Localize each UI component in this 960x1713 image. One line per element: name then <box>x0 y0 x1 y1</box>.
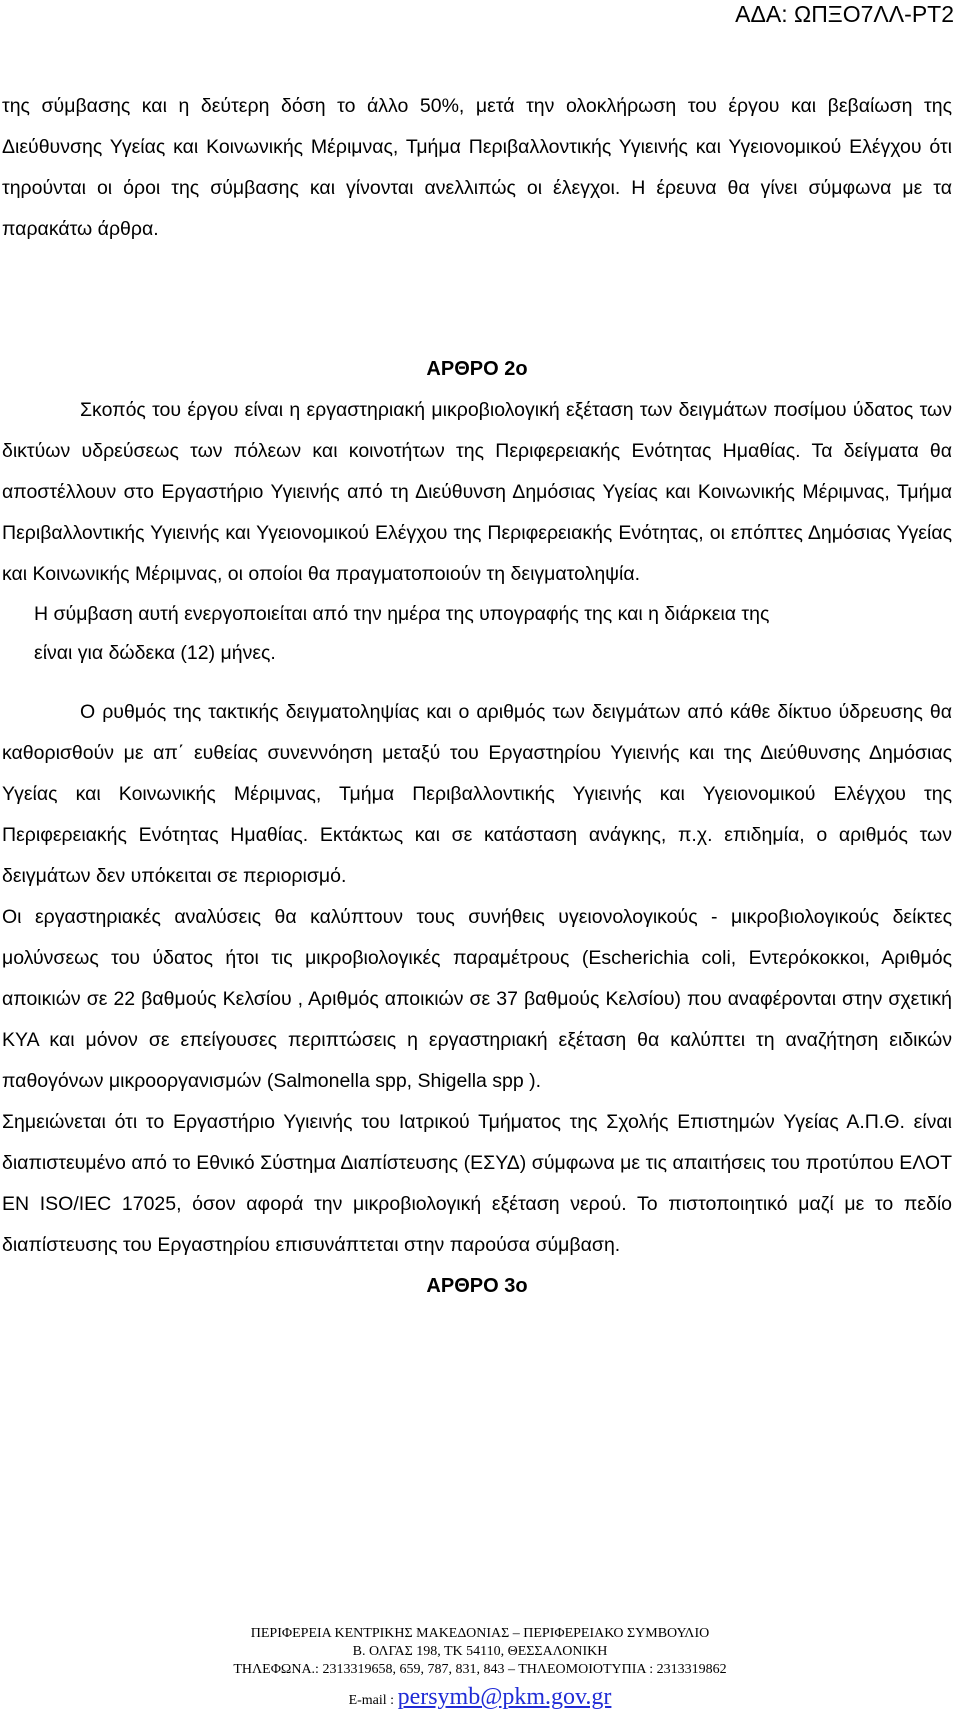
contract-duration-line-1: Η σύμβαση αυτή ενεργοποιείται από την ημέρα της υπογραφής της και η διάρκεια της <box>34 603 770 625</box>
article-2-paragraph-1: Σκοπός του έργου είναι η εργαστηριακή μικροβιολογική εξέταση των δειγμάτων ποσίμου ύδατος των δικτύων υδρεύσεως των πόλεων και κοινοτήτων της Περιφερειακής Ενότητας Ημαθίας. Τα δείγματα θα αποστέλλουν στο Εργαστήριο Υγιεινής από τη Διεύθυνση Δημόσιας Υγείας και Κοινωνικής Μέριμνας, Τμήμα Περιβαλλοντικής Υγιεινής και Υγειονομικού Ελέγχου της Περιφερειακής Ενότητας, οι επόπτες Δημόσιας Υγείας και Κοινωνικής Μέριμνας, οι οποίοι θα πραγματοποιούν τη δειγματοληψία. <box>2 399 952 585</box>
footer-email-label: E-mail : <box>348 1693 398 1708</box>
article-2-heading: ΑΡΘΡΟ 2ο <box>426 358 528 380</box>
page-footer <box>0 1625 960 1713</box>
article-2-paragraph-3: Οι εργαστηριακές αναλύσεις θα καλύπτουν τους συνήθεις υγειονολογικούς - μικροβιολογικούς δείκτες μολύνσεως του ύδατος ήτοι τις μικροβιολογικές παραμέτρους (Escherichia coli, Εντερόκοκκοι, Αριθμός αποικιών σε 22 βαθμούς Κελσίου , Αριθμός αποικιών σε 37 βαθμούς Κελσίου) που αναφέρονται στην σχετική ΚΥΑ και μόνον σε επείγουσες περιπτώσεις η εργαστηριακή εξέταση θα καλύπτει τη αναζήτηση ειδικών παθογόνων μικροοργανισμών (Salmonella spp, Shigella spp ). <box>2 906 952 1092</box>
footer-address: Β. ΟΛΓΑΣ 198, ΤΚ 54110, ΘΕΣΣΑΛΟΝΙΚΗ <box>352 1644 608 1659</box>
document-body <box>2 86 952 1307</box>
footer-email-link[interactable]: persymb@pkm.gov.gr <box>397 1684 612 1710</box>
article-2-paragraph-4: Σημειώνεται ότι το Εργαστήριο Υγιεινής του Ιατρικού Τμήματος της Σχολής Επιστημών Υγείας Α.Π.Θ. είναι διαπιστευμένο από το Εθνικό Σύστημα Διαπίστευσης (ΕΣΥΔ) σύμφωνα με τις απαιτήσεις του προτύπου ΕΛΟΤ ΕΝ ISO/IEC 17025, όσον αφορά την μικροβιολογική εξέταση νερού. Το πιστοποιητικό μαζί με το πεδίο διαπίστευσης του Εργαστηρίου επισυνάπτεται στην παρούσα σύμβαση. <box>2 1111 952 1256</box>
intro-paragraph: της σύμβασης και η δεύτερη δόση το άλλο 50%, μετά την ολοκλήρωση του έργου και βεβαίωση της Διεύθυνσης Υγείας και Κοινωνικής Μέριμνας, Τμήμα Περιβαλλοντικής Υγιεινής και Υγειονομικού Ελέγχου ότι τηρούνται οι όροι της σύμβασης και γίνονται ανελλιπώς οι έλεγχοι. Η έρευνα θα γίνει σύμφωνα με τα παρακάτω άρθρα. <box>2 95 952 240</box>
article-3-heading: ΑΡΘΡΟ 3ο <box>426 1275 528 1297</box>
contract-duration-line-2: είναι για δώδεκα (12) μήνες. <box>34 642 276 664</box>
footer-organization: ΠΕΡΙΦΕΡΕΙΑ ΚΕΝΤΡΙΚΗΣ ΜΑΚΕΔΟΝΙΑΣ – ΠΕΡΙΦΕΡΕΙΑΚΟ ΣΥΜΒΟΥΛΙΟ <box>250 1626 710 1641</box>
ada-identifier: ΑΔΑ: ΩΠΞΟ7ΛΛ-ΡΤ2 <box>735 1 954 27</box>
footer-phones: ΤΗΛΕΦΩΝΑ.: 2313319658, 659, 787, 831, 843 – ΤΗΛΕΟΜΟΙΟΤΥΠΙΑ : 2313319862 <box>233 1662 727 1677</box>
article-2-paragraph-2: Ο ρυθμός της τακτικής δειγματοληψίας και ο αριθμός των δειγμάτων από κάθε δίκτυο ύδρευσης θα καθορισθούν με απ΄ ευθείας συνεννόηση μεταξύ του Εργαστηρίου Υγιεινής και της Διεύθυνσης Δημόσιας Υγείας και Κοινωνικής Μέριμνας, Τμήμα Περιβαλλοντικής Υγιεινής και Υγειονομικού Ελέγχου της Περιφερειακής Ενότητας Ημαθίας. Εκτάκτως και σε κατάσταση ανάγκης, π.χ. επιδημία, ο αριθμός των δειγμάτων δεν υπόκειται σε περιορισμό. <box>2 701 952 887</box>
footer-email-row <box>0 1685 960 1713</box>
